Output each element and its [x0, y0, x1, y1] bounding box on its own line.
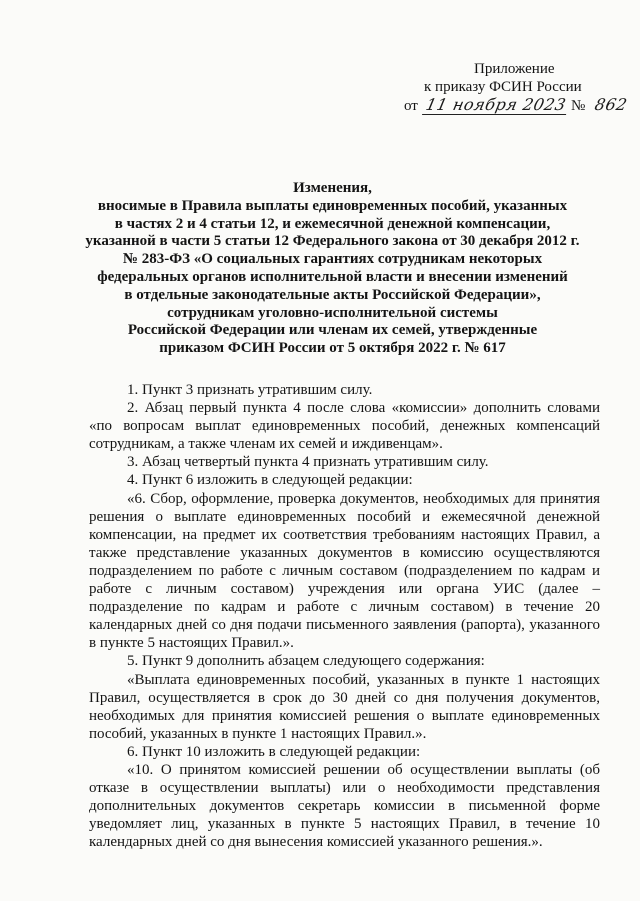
number-sign: №: [570, 98, 586, 114]
title-line: в частях 2 и 4 статьи 12, и ежемесячной денежной компенсации,: [114, 215, 551, 232]
paragraph-item-4: 4. Пункт 6 изложить в следующей редакции:: [127, 472, 413, 489]
paragraph-item-6: 6. Пункт 10 изложить в следующей редакции:: [127, 743, 421, 760]
paragraph-item-5-text: «Выплата единовременных пособий, указанных в пункте 1 настоящих Правил, осуществляется в срок до 30 дней со дня получения документов, необходимых для принятия комиссией решения о выплате единовременных пособий, указанных в пункте 1 настоящих Правил.».: [89, 671, 600, 742]
document-body: [89, 381, 600, 851]
title-line: № 283-ФЗ «О социальных гарантиях сотрудникам некоторых: [122, 251, 543, 268]
appendix-block: [404, 60, 630, 115]
paragraph-item-6-text: «10. О принятом комиссией решении об осуществлении выплаты (об отказе в осуществлении выплаты) или о необходимости представления дополнительных документов секретарь комиссии в письменной форме уведомляет лиц, указанных в пункте 5 настоящих Правил, в течение 10 календарных дней со дня вынесения комиссией указанного решения.».: [89, 761, 600, 851]
paragraph-item-4-text: «6. Сбор, оформление, проверка документов, необходимых для принятия решения о выплате единовременных пособий и ежемесячной денежной компенсации, на предмет их соответствия требованиям настоящих Правил, а также представление указанных документов в комиссию осуществляются подразделением по работе с личным составом (подразделением по кадрам и работе с личным составом) учреждения или органа УИС (далее – подразделение по кадрам и работе с личным составом) в течение 20 календарных дней со дня подачи письменного заявления (рапорта), указанного в пункте 5 настоящих Правил.».: [89, 490, 600, 652]
document-title: [60, 180, 605, 358]
handwritten-date: 11 ноября 2023: [422, 96, 570, 115]
paragraph-item-5: 5. Пункт 9 дополнить абзацем следующего содержания:: [127, 653, 485, 670]
appendix-date-line: [404, 95, 630, 115]
title-line: приказом ФСИН России от 5 октября 2022 г. № 617: [159, 340, 506, 357]
paragraph-item-1: 1. Пункт 3 признать утратившим силу.: [127, 382, 373, 398]
handwritten-order-number: 862: [593, 95, 630, 114]
appendix-label: Приложение: [474, 61, 555, 77]
title-heading: Изменения,: [293, 180, 372, 196]
title-line: в отдельные законодательные акты Российской Федерации»,: [124, 286, 541, 303]
title-line: указанной в части 5 статьи 12 Федерального закона от 30 декабря 2012 г.: [85, 233, 580, 250]
title-line: Российской Федерации или членам их семей, утвержденные: [127, 322, 538, 339]
appendix-order-ref: к приказу ФСИН России: [424, 79, 582, 95]
title-line: федеральных органов исполнительной власти и внесении изменений: [97, 268, 568, 285]
title-line: вносимые в Правила выплаты единовременных пособий, указанных: [97, 197, 568, 214]
paragraph-item-3: 3. Абзац четвертый пункта 4 признать утратившим силу.: [127, 454, 489, 471]
paragraph-item-2: 2. Абзац первый пункта 4 после слова «комиссии» дополнить словами «по вопросам выплат единовременных пособий, денежных компенсаций сотрудникам, а также членам их семей и иждивенцам».: [89, 400, 600, 453]
title-line: сотрудникам уголовно-исполнительной системы: [167, 304, 498, 321]
date-prefix: от: [404, 98, 418, 114]
